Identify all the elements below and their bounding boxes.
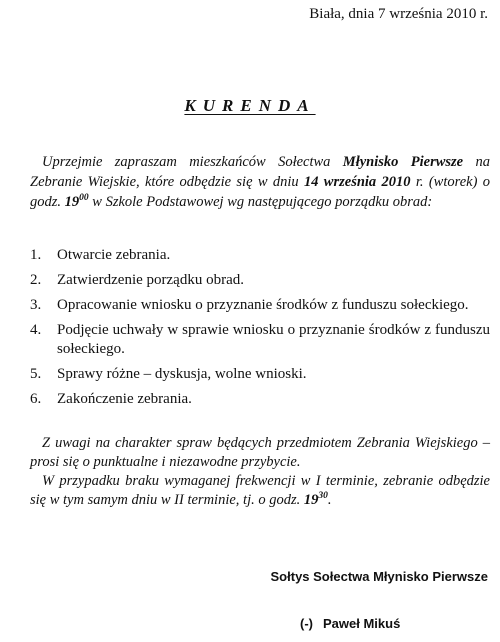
- agenda-item-text: Zakończenie zebrania.: [57, 391, 192, 407]
- date-line: Biała, dnia 7 września 2010 r.: [309, 6, 488, 22]
- village-name: Młynisko Pierwsze: [342, 154, 464, 170]
- agenda-item-text: Sprawy różne – dyskusja, wolne wnioski.: [57, 366, 307, 382]
- agenda-item-text: Opracowanie wniosku o przyznanie środków z funduszu sołeckiego.: [57, 297, 469, 313]
- punctuality-note-text: Z uwagi na charakter spraw będących przedmiotem Zebrania Wiejskiego – prosi się o punktualne i niezawodne przybycie.: [30, 435, 490, 470]
- agenda-item: [30, 321, 490, 359]
- agenda-item: [30, 390, 490, 409]
- agenda-item-number: 6.: [30, 391, 42, 407]
- document-title: KURENDA: [184, 96, 316, 115]
- intro-text-2: na Zebranie Wiejskie, które odbędzie się w dniu: [30, 154, 490, 190]
- signature-mark: (-): [300, 616, 313, 631]
- agenda-item-number: 3.: [30, 297, 42, 313]
- intro-text-4: w Szkole Podstawowej wg następującego porządku obrad:: [88, 194, 433, 210]
- agenda-item-number: 2.: [30, 272, 42, 288]
- agenda-item-number: 1.: [30, 247, 42, 263]
- agenda-item: [30, 271, 490, 290]
- agenda-item-text: Zatwierdzenie porządku obrad.: [57, 272, 244, 288]
- signature-title: Sołtys Sołectwa Młynisko Pierwsze: [270, 569, 488, 584]
- intro-paragraph: [30, 152, 490, 212]
- intro-text-1: Uprzejmie zapraszam mieszkańców Sołectwa: [42, 154, 343, 170]
- agenda-item-text: Otwarcie zebrania.: [57, 247, 171, 263]
- intro-text-3: r. (wtorek) o godz.: [30, 174, 490, 210]
- agenda-item: [30, 365, 490, 384]
- agenda-item: [30, 246, 490, 265]
- quorum-note-text: W przypadku braku wymaganej frekwencji w I terminie, zebranie odbędzie się w tym samym dniu w II terminie, tj. o godz.: [30, 473, 490, 508]
- second-term-minutes: 30: [318, 491, 328, 501]
- agenda-item-number: 5.: [30, 366, 42, 382]
- signature-block: [300, 616, 400, 631]
- signatory-name: Paweł Mikuś: [323, 616, 401, 631]
- agenda-item-text: Podjęcie uchwały w sprawie wniosku o przyznanie środków z funduszu sołeckiego.: [57, 322, 490, 357]
- meeting-date: 14 września 2010: [303, 174, 411, 190]
- quorum-note: [30, 472, 490, 510]
- agenda-list: [30, 246, 490, 415]
- agenda-item: [30, 296, 490, 315]
- second-term-hour: 19: [303, 492, 319, 508]
- meeting-minutes: 00: [79, 193, 89, 203]
- agenda-item-number: 4.: [30, 322, 42, 338]
- punctuality-note: [30, 434, 490, 472]
- meeting-hour: 19: [64, 194, 80, 210]
- quorum-note-end: .: [327, 492, 332, 508]
